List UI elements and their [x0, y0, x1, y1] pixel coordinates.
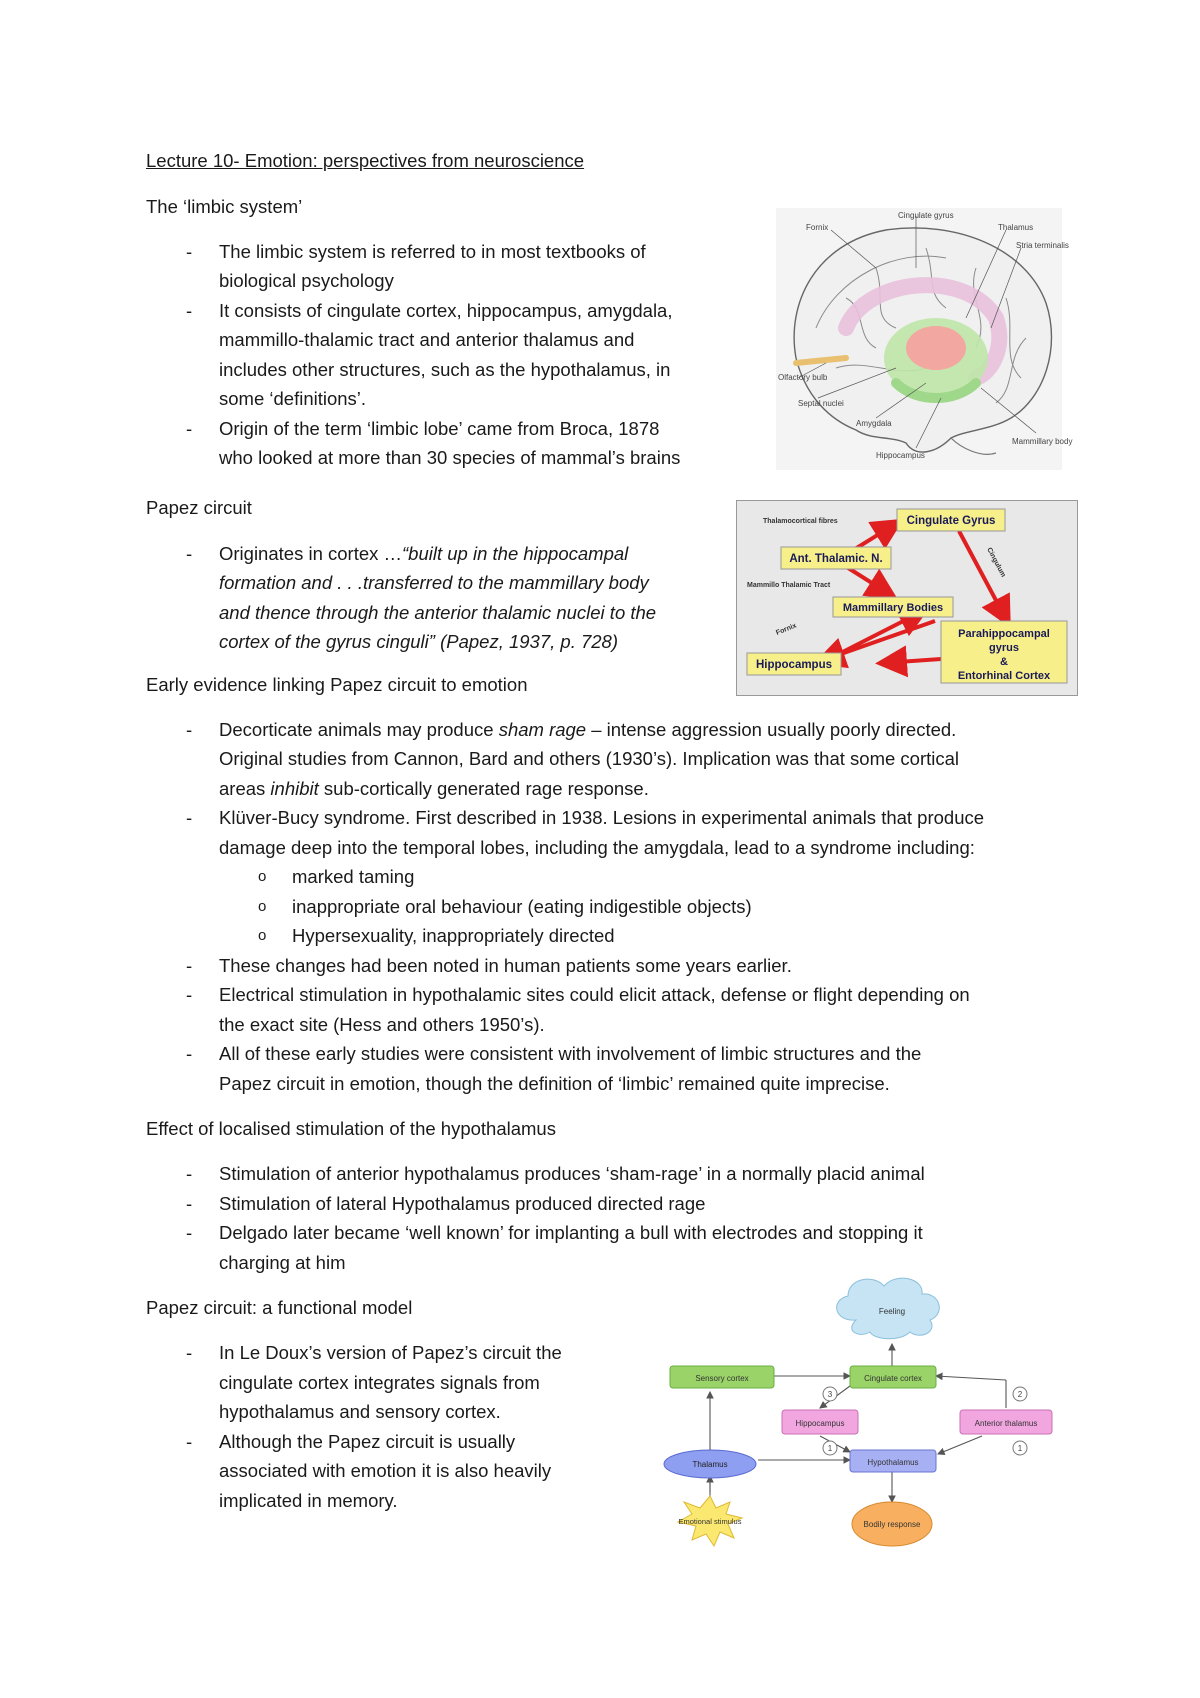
emphasis-span: sham rage	[498, 719, 587, 740]
sub-item: marked taming	[292, 866, 415, 887]
sub-bullet: o	[258, 898, 267, 915]
papez-diagram	[737, 501, 1077, 695]
text-line: associated with emotion it is also heavily	[219, 1460, 552, 1481]
bullet-dash: -	[186, 1193, 193, 1214]
text-line: In Le Doux’s version of Papez’s circuit the	[219, 1342, 562, 1363]
bullet-dash: -	[186, 300, 193, 321]
text-line: charging at him	[219, 1252, 346, 1273]
text-line: damage deep into the temporal lobes, including the amygdala, lead to a syndrome including:	[219, 837, 975, 858]
bullet-dash: -	[186, 984, 193, 1005]
hippo-label: Hippocampus	[795, 1419, 845, 1428]
text-span: Decorticate animals may produce	[219, 719, 499, 740]
section-heading-functional-model: Papez circuit: a functional model	[146, 1297, 413, 1318]
text-span: – intense aggression usually poorly directed.	[586, 719, 957, 740]
text-line: some ‘definitions’.	[219, 388, 367, 409]
brain-label: Olfactory bulb	[778, 373, 828, 382]
sensory-label: Sensory cortex	[695, 1374, 749, 1383]
stimulus-label: Emotional stimulus	[678, 1517, 742, 1526]
cingulate-label: Cingulate cortex	[864, 1374, 922, 1383]
text-line: Although the Papez circuit is usually	[219, 1431, 516, 1452]
tract-label: Mammillo Thalamic Tract	[747, 582, 831, 589]
parahippo-label: &	[1000, 656, 1008, 668]
quote-span: “built up in the hippocampal	[402, 543, 629, 564]
bullet-dash: -	[186, 1043, 193, 1064]
step-number: 2	[1017, 1390, 1023, 1399]
fornix-label: Fornix	[775, 622, 798, 637]
text-line: Electrical stimulation in hypothalamic sites could elicit attack, defense or flight depending on	[219, 984, 970, 1005]
bullet-dash: -	[186, 418, 193, 439]
parahippo-label: Entorhinal Cortex	[957, 670, 1051, 682]
brain-label: Stria terminalis	[1016, 241, 1069, 250]
text-span: areas	[219, 778, 271, 799]
bullet-dash: -	[186, 543, 193, 564]
bullet-dash: -	[186, 1222, 193, 1243]
thalamus-label: Thalamus	[692, 1460, 728, 1469]
text-line	[219, 539, 628, 568]
hypo-label: Hypothalamus	[867, 1458, 919, 1467]
thalamic-label: Ant. Thalamic. N.	[789, 553, 883, 565]
text-line: Stimulation of lateral Hypothalamus produced directed rage	[219, 1193, 706, 1214]
brain-label: Septal nuclei	[798, 399, 844, 408]
text-line	[219, 715, 956, 744]
ledoux-circuit-figure	[634, 1270, 1074, 1560]
quote-span: cortex of the gyrus cinguli”	[219, 631, 435, 652]
text-line: who looked at more than 30 species of mammal’s brains	[219, 447, 681, 468]
brain-label: Thalamus	[998, 223, 1034, 232]
text-line: mammillo-thalamic tract and anterior thalamus and	[219, 329, 635, 350]
text-line: biological psychology	[219, 270, 394, 291]
text-span: sub-cortically generated rage response.	[318, 778, 649, 799]
text-span: Originates in cortex …	[219, 543, 403, 564]
text-line: the exact site (Hess and others 1950’s).	[219, 1014, 545, 1035]
bullet-dash: -	[186, 955, 193, 976]
section-heading-limbic: The ‘limbic system’	[146, 196, 303, 217]
bullet-dash: -	[186, 719, 193, 740]
text-line: Original studies from Cannon, Bard and others (1930’s). Implication was that some cortical	[219, 748, 960, 769]
brain-label: Mammillary body	[1012, 437, 1073, 446]
section-heading-papez: Papez circuit	[146, 497, 252, 518]
text-line: Klüver-Bucy syndrome. First described in 1938. Lesions in experimental animals that produce	[219, 807, 985, 828]
step-number: 3	[827, 1390, 833, 1399]
antthal-label: Anterior thalamus	[974, 1419, 1038, 1428]
text-line: These changes had been noted in human patients some years earlier.	[219, 955, 792, 976]
text-line: hypothalamus and sensory cortex.	[219, 1401, 501, 1422]
text-line: Stimulation of anterior hypothalamus produces ‘sham-rage’ in a normally placid animal	[219, 1163, 925, 1184]
text-line: All of these early studies were consistent with involvement of limbic structures and the	[219, 1043, 922, 1064]
text-line: The limbic system is referred to in most textbooks of	[219, 241, 646, 262]
brain-label: Hippocampus	[876, 451, 925, 460]
brain-label: Fornix	[806, 223, 829, 232]
text-line: cingulate cortex integrates signals from	[219, 1372, 540, 1393]
text-line: Delgado later became ‘well known’ for implanting a bull with electrodes and stopping it	[219, 1222, 923, 1243]
text-line: includes other structures, such as the hypothalamus, in	[219, 359, 671, 380]
text-line: It consists of cingulate cortex, hippocampus, amygdala,	[219, 300, 673, 321]
bullet-dash: -	[186, 1163, 193, 1184]
feeling-label: Feeling	[878, 1307, 906, 1316]
section-heading-evidence: Early evidence linking Papez circuit to emotion	[146, 674, 528, 695]
brain-label: Amygdala	[856, 419, 892, 428]
cingulum-label: Cingulum	[985, 546, 1007, 579]
text-line: Origin of the term ‘limbic lobe’ came from Broca, 1878	[219, 418, 660, 439]
cingulate-label: Cingulate Gyrus	[906, 515, 996, 527]
text-line: Papez circuit in emotion, though the definition of ‘limbic’ remained quite imprecise.	[219, 1073, 890, 1094]
quote-line	[219, 627, 618, 656]
tract-label: Thalamocortical fibres	[763, 518, 838, 525]
section-heading-stimulation: Effect of localised stimulation of the hypothalamus	[146, 1118, 556, 1139]
step-number: 1	[827, 1444, 833, 1453]
papez-circuit-figure	[736, 500, 1078, 696]
bullet-dash: -	[186, 241, 193, 262]
text-line: implicated in memory.	[219, 1490, 398, 1511]
emphasis-span: inhibit	[270, 778, 319, 799]
bullet-dash: -	[186, 1342, 193, 1363]
bodily-label: Bodily response	[863, 1520, 921, 1529]
citation-span: (Papez, 1937, p. 728)	[434, 631, 619, 652]
quote-line: formation and . . .transferred to the mammillary body	[219, 572, 649, 593]
sub-bullet: o	[258, 927, 267, 944]
step-number: 1	[1017, 1444, 1023, 1453]
sub-item: inappropriate oral behaviour (eating indigestible objects)	[292, 896, 752, 917]
text-line	[219, 774, 649, 803]
bullet-dash: -	[186, 807, 193, 828]
sub-bullet: o	[258, 868, 267, 885]
ledoux-diagram	[634, 1270, 1074, 1560]
bullet-dash: -	[186, 1431, 193, 1452]
sub-item: Hypersexuality, inappropriately directed	[292, 925, 615, 946]
brain-illustration	[776, 208, 1073, 470]
quote-line: and thence through the anterior thalamic nuclei to the	[219, 602, 657, 623]
limbic-brain-figure	[776, 208, 1073, 470]
mammillary-label: Mammillary Bodies	[842, 602, 944, 614]
page-title: Lecture 10- Emotion: perspectives from neuroscience	[146, 150, 585, 171]
brain-label: Cingulate gyrus	[898, 211, 954, 220]
parahippo-label: Parahippocampal	[958, 628, 1050, 640]
parahippo-label: gyrus	[989, 642, 1019, 654]
hippocampus-label: Hippocampus	[755, 659, 833, 671]
